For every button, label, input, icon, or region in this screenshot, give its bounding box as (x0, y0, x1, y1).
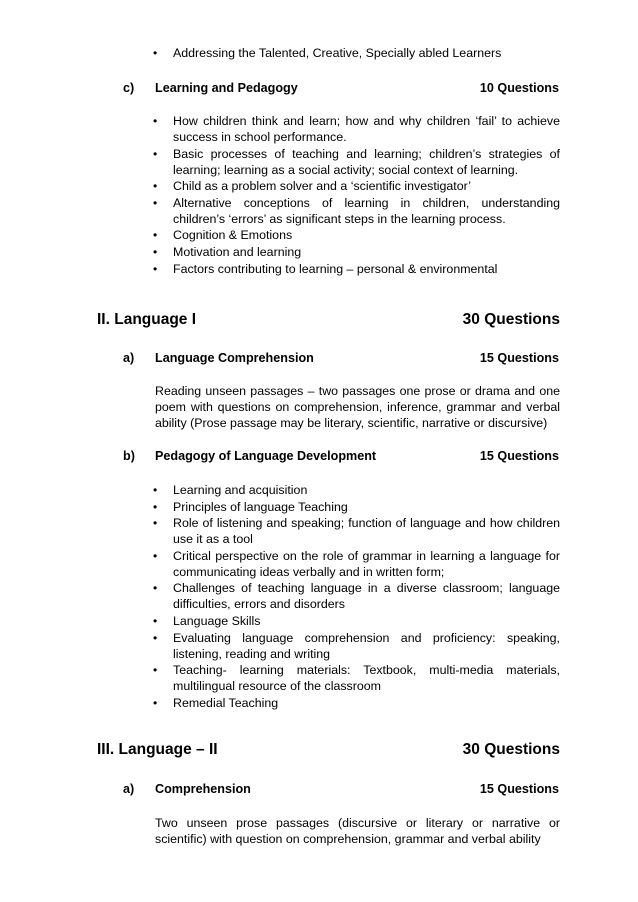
question-count: 15 Questions (479, 351, 559, 365)
bullet-icon: • (153, 261, 158, 276)
section-heading-language-2 (0, 739, 638, 761)
bullet-icon: • (153, 630, 158, 645)
bullet-icon: • (153, 613, 158, 628)
subsection-title: Pedagogy of Language Development (155, 449, 377, 463)
list-item: • Language Skills (153, 613, 261, 628)
bullet-icon: • (153, 663, 158, 678)
bullet-icon: • (153, 499, 158, 514)
list-item: • Addressing the Talented, Creative, Specially abled Learners (153, 46, 502, 60)
bullet-icon: • (153, 228, 158, 243)
subsection-title: Comprehension (155, 782, 251, 796)
bullet-icon: • (153, 483, 158, 497)
list-item: • Critical perspective on the role of grammar in learning a language for communicating ideas verbally and in written form; (153, 548, 560, 579)
subsection-heading-comprehension (0, 780, 638, 798)
section-heading-language-1 (0, 309, 638, 331)
bullet-icon: • (153, 179, 158, 194)
comprehension-description: Two unseen prose passages (discursive or literary or narrative or scientific) with question on comprehension, grammar and verbal ability (155, 816, 560, 846)
list-item: • Cognition & Emotions (153, 228, 293, 243)
bullet-icon: • (153, 114, 158, 128)
question-count: 10 Questions (479, 81, 559, 95)
list-item: • Factors contributing to learning – personal & environmental (153, 261, 498, 276)
list-item: • Motivation and learning (153, 244, 302, 259)
top-bullet-list (0, 45, 638, 62)
bullet-icon: • (153, 195, 158, 210)
bullet-icon: • (153, 581, 158, 596)
list-item: • Teaching- learning materials: Textbook, multi-media materials, multilingual resource of the classroom (153, 663, 560, 694)
subsection-heading-pedagogy-language (0, 447, 638, 465)
list-item: • Principles of language Teaching (153, 499, 348, 514)
list-item: • Role of listening and speaking; function of language and how children use it as a tool (153, 516, 560, 547)
question-count: 15 Questions (479, 449, 559, 463)
section-title: III. Language – II (97, 741, 218, 758)
bullet-icon: • (153, 146, 158, 161)
list-item: • Challenges of teaching language in a diverse classroom; language difficulties, errors and disorders (153, 581, 560, 612)
bullet-icon: • (153, 46, 158, 60)
language-comprehension-description: Reading unseen passages – two passages one prose or drama and one poem with questions on comprehension, inference, grammar and verbal ability (Prose passage may be literary, scientific, narrative or discursive) (155, 384, 560, 430)
subsection-letter: b) (123, 449, 135, 463)
list-item: • Child as a problem solver and a ‘scientific investigator’ (153, 179, 471, 194)
section-title: II. Language I (97, 311, 197, 328)
subsection-heading-language-comprehension (0, 349, 638, 367)
list-item: • How children think and learn; how and why children ‘fail’ to achieve success in school performance. (153, 114, 560, 144)
list-item: • Alternative conceptions of learning in children, understanding children’s ‘errors’ as significant steps in the learning process. (153, 195, 560, 226)
section-question-count: 30 Questions (462, 311, 560, 328)
bullet-icon: • (153, 244, 158, 259)
pedagogy-language-list (0, 482, 638, 711)
subsection-heading-learning-pedagogy (0, 79, 638, 97)
learning-pedagogy-list (0, 113, 638, 277)
section-question-count: 30 Questions (462, 741, 560, 758)
list-item: • Evaluating language comprehension and proficiency: speaking, listening, reading and writing (153, 630, 560, 661)
list-item: • Learning and acquisition (153, 483, 308, 497)
subsection-letter: a) (123, 351, 135, 365)
bullet-icon: • (153, 548, 158, 563)
subsection-letter: c) (123, 81, 135, 95)
bullet-icon: • (153, 516, 158, 531)
subsection-letter: a) (123, 782, 135, 796)
bullet-icon: • (153, 695, 158, 710)
list-item: • Basic processes of teaching and learning; children’s strategies of learning; learning as a social activity; social context of learning. (153, 146, 560, 177)
question-count: 15 Questions (479, 782, 559, 796)
list-item: • Remedial Teaching (153, 695, 279, 710)
subsection-title: Language Comprehension (155, 351, 314, 365)
subsection-title: Learning and Pedagogy (155, 81, 298, 95)
